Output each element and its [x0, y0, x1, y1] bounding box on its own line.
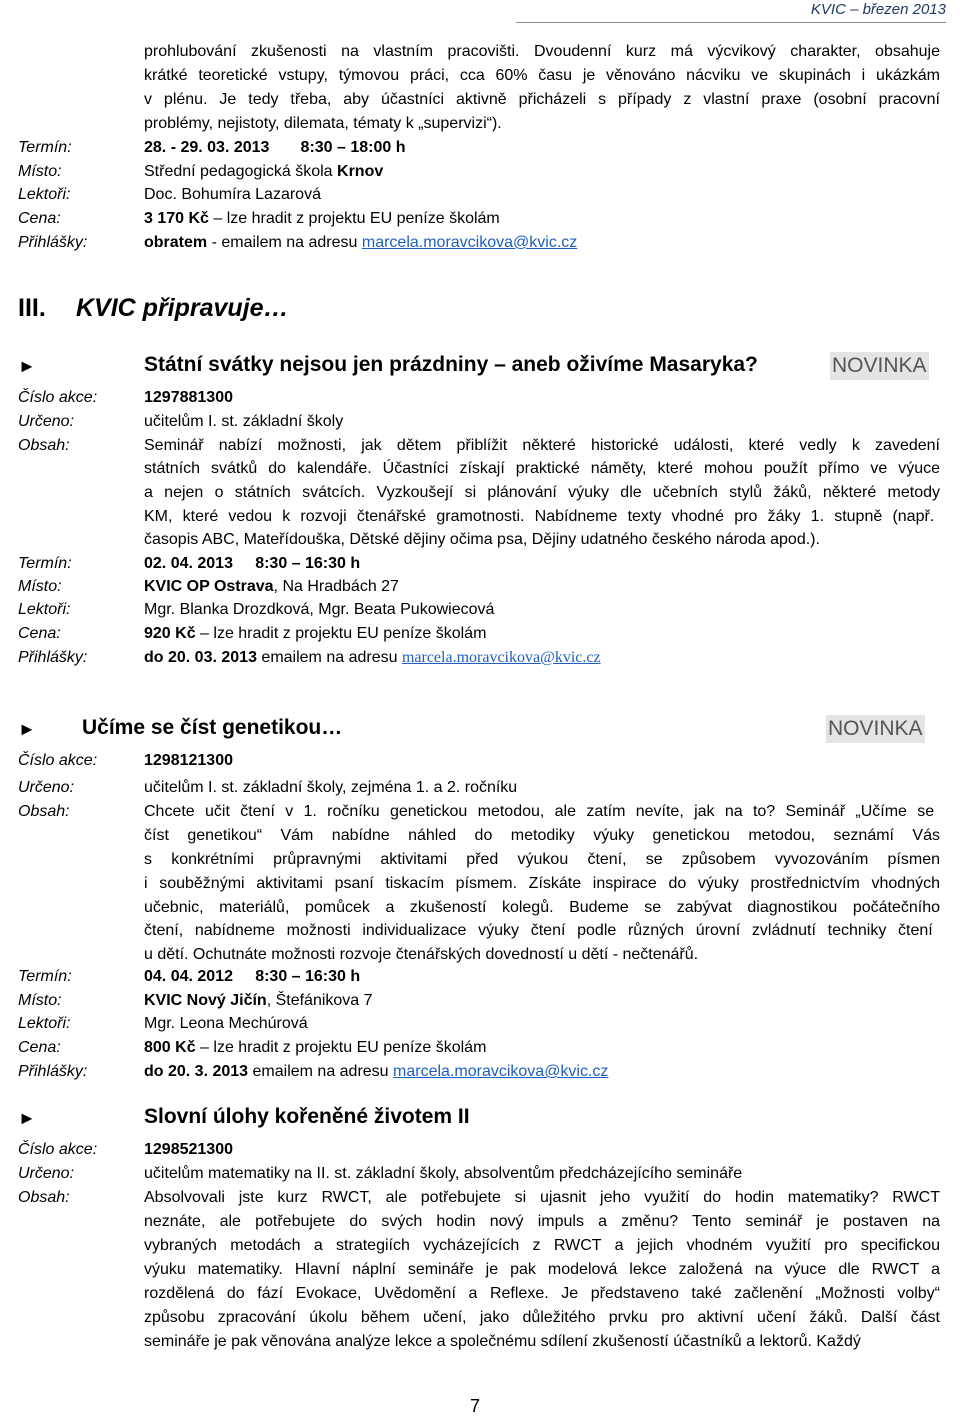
termin-label: Termín: [18, 968, 72, 985]
obsah-line: způsobu zpracování úkolu během učení, jako důležitého prvku pro aktivní učení žáků. Další část [144, 1309, 940, 1326]
urceno-label: Určeno: [18, 413, 75, 430]
prihlasky-value [144, 232, 577, 254]
termin-label: Termín: [18, 555, 72, 572]
misto-value [144, 990, 373, 1012]
intro-line: v plénu. Je tedy třeba, aby účastníci aktivně přicházeli s případy z vlastní praxe (osobní pracovní [144, 91, 940, 108]
cislo-label: Číslo akce: [18, 752, 98, 769]
prihlasky-rest: emailem na adresu [248, 1063, 394, 1080]
cislo-label: Číslo akce: [18, 389, 98, 406]
obsah-line: semináře je pak věnována analýze lekce a společnému sdílení zkušeností účastníků a lektorů. Každý [144, 1333, 861, 1350]
misto-label: Místo: [18, 578, 62, 595]
termin-label: Termín: [18, 139, 72, 156]
prihlasky-bold: do 20. 3. 2013 [144, 1063, 249, 1080]
prihlasky-label: Přihlášky: [18, 234, 88, 251]
page-number: 7 [470, 1396, 481, 1416]
page-header: KVIC – březen 2013 [516, 0, 946, 23]
obsah-line: výuku matematiky. Hlavní náplní semináře je pak modelová lekce založená na výuce dle RWCT a [144, 1261, 940, 1278]
cena-bold: 800 Kč [144, 1039, 196, 1056]
urceno-label: Určeno: [18, 1165, 75, 1182]
novinka-badge: NOVINKA [830, 352, 929, 380]
obsah-line: státních svátků do kalendáře. Účastníci získají praktické náměty, které mohou použít přímo ve výuce [144, 460, 940, 477]
prihlasky-bold: obratem [144, 234, 208, 251]
cena-value [144, 623, 486, 645]
urceno-label: Určeno: [18, 779, 75, 796]
cena-rest: – lze hradit z projektu EU peníze školám [208, 210, 500, 227]
urceno-value: učitelům matematiky na II. st. základní školy, absolventům předcházejícího semináře [144, 1165, 743, 1182]
obsah-line: Chcete učit čtení v 1. ročníku genetickou metodou, ale zatím nevíte, jak na to? Seminář „Učíme se [144, 803, 935, 820]
lektori-label: Lektoři: [18, 601, 71, 618]
section-number: III. [18, 294, 46, 322]
urceno-value: učitelům I. st. základní školy, zejména 1. a 2. ročníku [144, 779, 518, 796]
cena-bold: 920 Kč [144, 625, 196, 642]
obsah-line: číst genetikou“ Vám nabídne náhled do metodiky výuky genetickou metodou, seznámí Vás [144, 827, 940, 844]
cena-value [144, 1037, 486, 1059]
obsah-line: učebnic, materiálů, pomůcek a zkušeností kolegů. Budeme se zabývat diagnostikou počátečního [144, 899, 940, 916]
email-link[interactable]: marcela.moravcikova@kvic.cz [401, 649, 601, 666]
obsah-line: Absolvovali jste kurz RWCT, ale potřebujete si ujasnit jeho využití do hodin matematiky? RWCT [144, 1189, 940, 1206]
obsah-label: Obsah: [18, 1189, 70, 1206]
intro-line: krátké teoretické vstupy, týmovou práci, cca 60% času je věnováno nácviku ve skupinách i ukázkám [144, 67, 940, 84]
intro-line: prohlubování zkušenosti na vlastním pracovišti. Dvoudenní kurz má výcvikový charakter, obsahuje [144, 43, 940, 60]
novinka-badge: NOVINKA [826, 715, 925, 743]
termin-value: 02. 04. 2013 8:30 – 16:30 h [144, 555, 361, 572]
arrow-icon: ► [18, 356, 36, 376]
lektori-value: Mgr. Leona Mechúrová [144, 1015, 308, 1032]
cislo-value: 1298121300 [144, 752, 233, 769]
termin-value: 04. 04. 2012 8:30 – 16:30 h [144, 968, 361, 985]
prihlasky-value [144, 1061, 608, 1083]
prihlasky-value [144, 647, 601, 669]
misto-plain: Střední pedagogická škola [144, 163, 338, 180]
arrow-icon: ► [18, 1108, 36, 1128]
intro-line: problémy, nejistoty, dilemata, tématy k „supervizi“). [144, 115, 502, 132]
email-link[interactable]: marcela.moravcikova@kvic.cz [361, 234, 578, 251]
course-title: Státní svátky nejsou jen prázdniny – aneb oživíme Masaryka? [144, 353, 758, 376]
lektori-value: Mgr. Blanka Drozdková, Mgr. Beata Pukowiecová [144, 601, 495, 618]
cena-label: Cena: [18, 1039, 61, 1056]
misto-bold: Krnov [337, 163, 384, 180]
course-title: Učíme se číst genetikou… [82, 716, 343, 739]
misto-rest: , Na Hradbách 27 [273, 578, 399, 595]
cena-value [144, 208, 500, 230]
cena-rest: – lze hradit z projektu EU peníze školám [195, 1039, 487, 1056]
obsah-line: neznáte, ale potřebujete do svých hodin nový impuls a změnu? Tento seminář je postaven na [144, 1213, 940, 1230]
obsah-line: KM, které vedou k rozvoji čtenářské gramotnosti. Nabídneme texty vhodné pro žáky 1. stupně (např. [144, 508, 935, 525]
cena-bold: 3 170 Kč [144, 210, 209, 227]
cena-label: Cena: [18, 210, 61, 227]
obsah-line: rozdělená do fází Evokace, Uvědomění a Reflexe. Je představeno také začlenění „Možnosti volby“ [144, 1285, 940, 1302]
email-link[interactable]: marcela.moravcikova@kvic.cz [393, 1063, 609, 1080]
obsah-label: Obsah: [18, 437, 70, 454]
prihlasky-label: Přihlášky: [18, 1063, 88, 1080]
obsah-label: Obsah: [18, 803, 70, 820]
cislo-label: Číslo akce: [18, 1141, 98, 1158]
cena-label: Cena: [18, 625, 61, 642]
misto-label: Místo: [18, 992, 62, 1009]
lektori-label: Lektoři: [18, 186, 71, 203]
urceno-value: učitelům I. st. základní školy [144, 413, 344, 430]
prihlasky-rest: emailem na adresu [256, 649, 402, 666]
obsah-line: s konkrétními průpravnými aktivitami před výukou čtení, se způsobem vyvozováním písmen [144, 851, 940, 868]
prihlasky-rest: - emailem na adresu [207, 234, 362, 251]
obsah-line: i souběžnými aktivitami psaní tiskacím písmem. Získáte inspirace do výuky prostřednictvím vhodných [144, 875, 940, 892]
misto-rest: , Štefánikova 7 [266, 992, 373, 1009]
section-title: KVIC připravuje… [76, 294, 289, 322]
misto-bold: KVIC Nový Jičín [144, 992, 267, 1009]
misto-value [144, 161, 383, 183]
obsah-line: u dětí. Ochutnáte možnosti rozvoje čtenářských dovedností u dětí - nečtenářů. [144, 946, 699, 963]
obsah-line: čtení, nabídneme možnosti individualizace výuky čtení podle různých úrovní zvládnutí techniky čtení [144, 922, 933, 939]
course-title: Slovní úlohy kořeněné životem II [144, 1105, 470, 1128]
obsah-line: vybraných metodách a strategiích vycházejících z RWCT a jejich vhodném využití pro specifickou [144, 1237, 940, 1254]
prihlasky-bold: do 20. 03. 2013 [144, 649, 257, 666]
section-heading [18, 294, 289, 323]
obsah-line: Seminář nabízí možnosti, jak dětem přiblížit některé historické události, které vedly k zavedení [144, 437, 940, 454]
obsah-line: a nejen o státních svátcích. Vyzkoušejí si plánování výuky dle učebních stylů žáků, některé metody [144, 484, 940, 501]
misto-value [144, 576, 399, 598]
cislo-value: 1297881300 [144, 389, 233, 406]
cena-rest: – lze hradit z projektu EU peníze školám [195, 625, 487, 642]
misto-bold: KVIC OP Ostrava [144, 578, 274, 595]
lektori-label: Lektoři: [18, 1015, 71, 1032]
cislo-value: 1298521300 [144, 1141, 233, 1158]
termin-value: 28. - 29. 03. 2013 8:30 – 18:00 h [144, 139, 406, 156]
lektori-value: Doc. Bohumíra Lazarová [144, 186, 321, 203]
prihlasky-label: Přihlášky: [18, 649, 88, 666]
arrow-icon: ► [18, 719, 36, 739]
misto-label: Místo: [18, 163, 62, 180]
obsah-line: časopis ABC, Mateřídouška, Dětské dějiny očima psa, Dějiny udatného českého národa apod.). [144, 531, 820, 548]
